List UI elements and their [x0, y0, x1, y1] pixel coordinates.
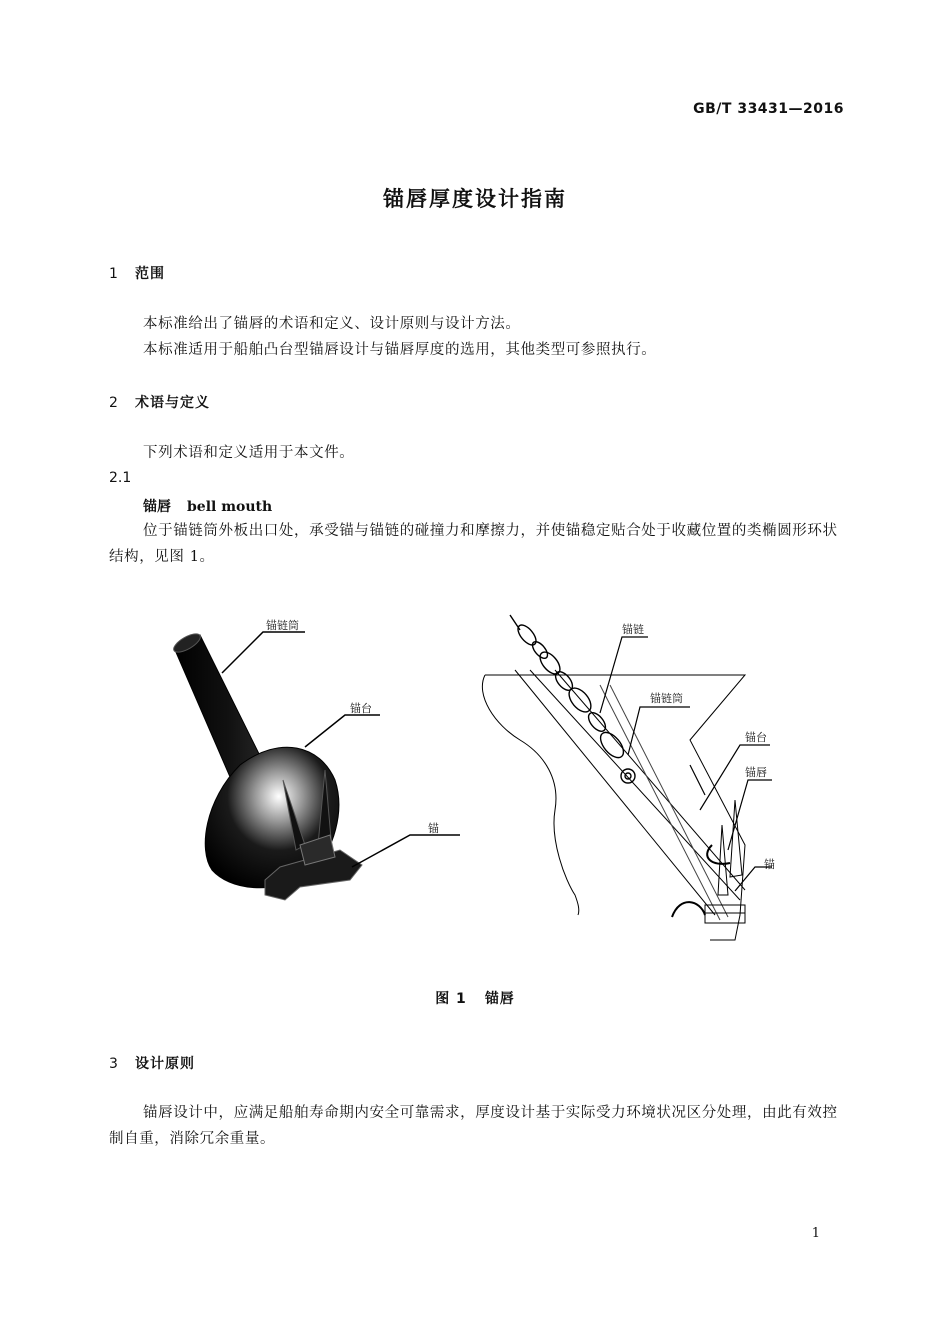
- section-1-heading: [109, 263, 165, 283]
- paragraph: 锚唇设计中，应满足船舶寿命期内安全可靠需求，厚度设计基于实际受力环境状况区分处理，由此有效控制自重，消除冗余重量。: [109, 1105, 838, 1147]
- section-2-heading: [109, 392, 210, 412]
- section-3-heading: [109, 1053, 195, 1073]
- figure-caption-text: 锚唇: [484, 991, 515, 1007]
- section-number: 1: [109, 266, 118, 282]
- figure-caption: [0, 988, 950, 1008]
- paragraph: 本标准适用于船舶凸台型锚唇设计与锚唇厚度的选用，其他类型可参照执行。: [143, 342, 657, 358]
- section-title: 术语与定义: [135, 395, 210, 411]
- paragraph: 下列术语和定义适用于本文件。: [143, 445, 355, 461]
- section-title: 设计原则: [135, 1056, 195, 1072]
- paragraph: 本标准给出了锚唇的术语和定义、设计原则与设计方法。: [143, 316, 521, 332]
- figure-label: 图 1: [435, 991, 467, 1007]
- right-section-view: [482, 615, 772, 940]
- label-chain: 锚链: [622, 623, 644, 636]
- term-english: bell mouth: [187, 499, 273, 515]
- term-definition: 位于锚链筒外板出口处，承受锚与锚链的碰撞力和摩擦力，并使锚稳定贴合处于收藏位置的类椭圆形环状结构，见图 1。: [109, 523, 838, 565]
- page-title: 锚唇厚度设计指南: [383, 187, 567, 211]
- label-bell-mouth: 锚唇: [745, 766, 767, 779]
- label-anchor-seat-right: 锚台: [745, 731, 767, 744]
- page-number: 1: [811, 1226, 820, 1241]
- label-hawse-pipe: 锚链筒: [266, 619, 299, 632]
- section-number: 2: [109, 395, 118, 411]
- section-title: 范围: [135, 266, 165, 282]
- label-anchor-right: 锚: [764, 858, 775, 871]
- term-entry: [143, 496, 272, 516]
- figure-1-illustration: [0, 595, 950, 975]
- label-anchor: 锚: [428, 822, 439, 835]
- standard-code: GB/T 33431—2016: [693, 101, 844, 117]
- term-chinese: 锚唇: [143, 499, 171, 515]
- label-anchor-seat: 锚台: [350, 702, 372, 715]
- subsection-number: 2.1: [109, 470, 132, 486]
- left-3d-view: [171, 618, 460, 900]
- section-number: 3: [109, 1056, 118, 1072]
- label-hawse-pipe-right: 锚链筒: [650, 692, 683, 705]
